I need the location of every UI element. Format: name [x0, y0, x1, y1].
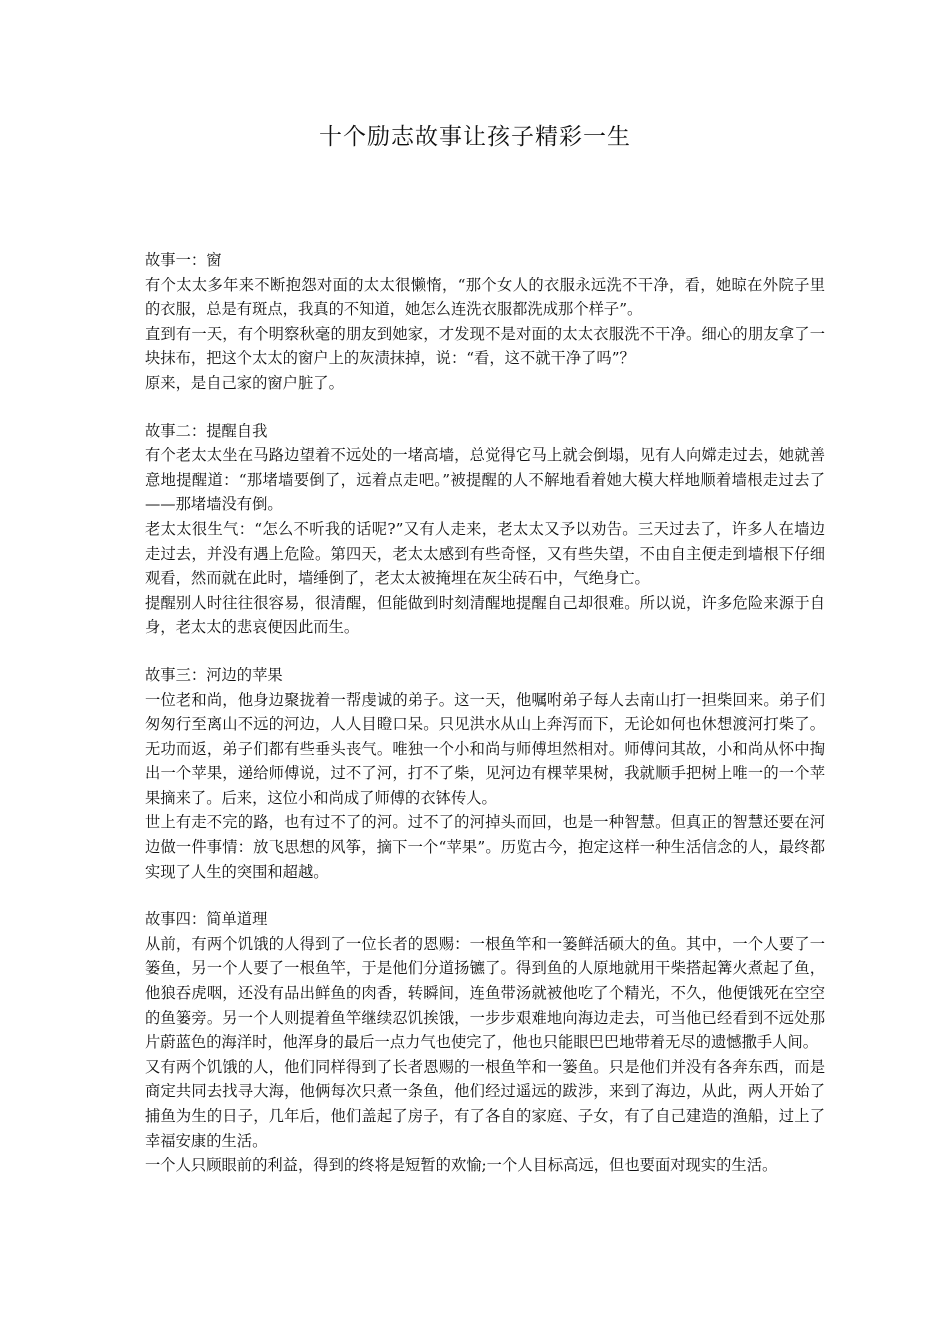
story-paragraph: 原来，是自己家的窗户脏了。: [145, 373, 344, 392]
story-paragraph: 直到有一天，有个明察秋毫的朋友到她家，才发现不是对面的太太衣服洗不干净。细心的朋友拿了一块抹布，把这个太太的窗户上的灰渍抹掉，说：“看，这不就干净了吗”？: [145, 324, 825, 368]
story-heading: 故事一：窗: [145, 251, 222, 269]
story-paragraph: 一位老和尚，他身边聚拢着一帮虔诚的弟子。这一天，他嘱咐弟子每人去南山打一担柴回来。弟子们匆匆行至离山不远的河边，人人目瞪口呆。只见洪水从山上奔泻而下，无论如何也休想渡河打柴了。无功而返，弟子们都有些垂头丧气。唯独一个小和尚与师傅坦然相对。师傅问其故，小和尚从怀中掏出一个苹果，递给师傅说，过不了河，打不了柴，见河边有棵苹果树，我就顺手把树上唯一的一个苹果摘来了。后来，这位小和尚成了师傅的衣钵传人。: [145, 690, 825, 807]
story-heading: 故事四：简单道理: [145, 910, 268, 929]
story-paragraph: 又有两个饥饿的人，他们同样得到了长者恩赐的一根鱼竿和一篓鱼。只是他们并没有各奔东西，而是商定共同去找寻大海，他俩每次只煮一条鱼，他们经过遥远的跋涉，来到了海边，从此，两人开始了捕鱼为生的日子，几年后，他们盖起了房子，有了各自的家庭、子女，有了自己建造的渔船，过上了幸福安康的生活。: [145, 1057, 825, 1150]
story-heading: 故事三：河边的苹果: [145, 665, 283, 684]
story-paragraph: 有个老太太坐在马路边望着不远处的一堵高墙，总觉得它马上就会倒塌，见有人向嫦走过去，她就善意地提醒道：“那堵墙要倒了，远着点走吧。”被提醒的人不解地看着她大模大样地顺着墙根走过去了——那堵墙没有倒。: [145, 446, 825, 514]
story-1: [145, 248, 825, 396]
story-paragraph: 一个人只顾眼前的利益，得到的终将是短暂的欢愉;一个人目标高远，但也要面对现实的生活。: [145, 1156, 778, 1175]
document-body: [145, 248, 825, 1201]
story-heading: 故事二：提醒自我: [145, 421, 268, 440]
document-title: 十个励志故事让孩子精彩一生: [319, 124, 631, 150]
story-paragraph: 世上有走不完的路，也有过不了的河。过不了的河掉头而回，也是一种智慧。但真正的智慧还要在河边做一件事情：放飞思想的风筝，摘下一个“苹果”。历览古今，抱定这样一种生活信念的人，最终都实现了人生的突围和超越。: [145, 813, 825, 881]
story-paragraph: 从前，有两个饥饿的人得到了一位长者的恩赐：一根鱼竿和一篓鲜活硕大的鱼。其中，一个人要了一篓鱼，另一个人要了一根鱼竿，于是他们分道扬镳了。得到鱼的人原地就用干柴搭起篝火煮起了鱼，他狼吞虎咽，还没有品出鲜鱼的肉香，转瞬间，连鱼带汤就被他吃了个精光，不久，他便饿死在空空的鱼篓旁。另一个人则提着鱼竿继续忍饥挨饿，一步步艰难地向海边走去，可当他已经看到不远处那片蔚蓝色的海洋时，他浑身的最后一点力气也使完了，他也只能眼巴巴地带着无尽的遗憾撒手人间。: [145, 934, 825, 1052]
story-paragraph: 提醒别人时往往很容易，很清醒，但能做到时刻清醒地提醒自己却很难。所以说，许多危险来源于自身，老太太的悲哀便因此而生。: [145, 593, 825, 637]
story-3: [145, 663, 825, 884]
story-paragraph: 老太太很生气：“怎么不听我的话呢?”又有人走来，老太太又予以劝告。三天过去了，许多人在墙边走过去，并没有遇上危险。第四天，老太太感到有些奇怪，又有些失望，不由自主便走到墙根下仔细观看，然而就在此时，墙缍倒了，老太太被掩埋在灰尘砖石中，气绝身亡。: [145, 519, 825, 588]
story-2: [145, 419, 825, 640]
story-4: [145, 907, 825, 1178]
story-paragraph: 有个太太多年来不断抱怨对面的太太很懒惰，“那个女人的衣服永远洗不干净，看，她晾在外院子里的衣服，总是有斑点，我真的不知道，她怎么连洗衣服都洗成那个样子”。: [145, 275, 825, 319]
